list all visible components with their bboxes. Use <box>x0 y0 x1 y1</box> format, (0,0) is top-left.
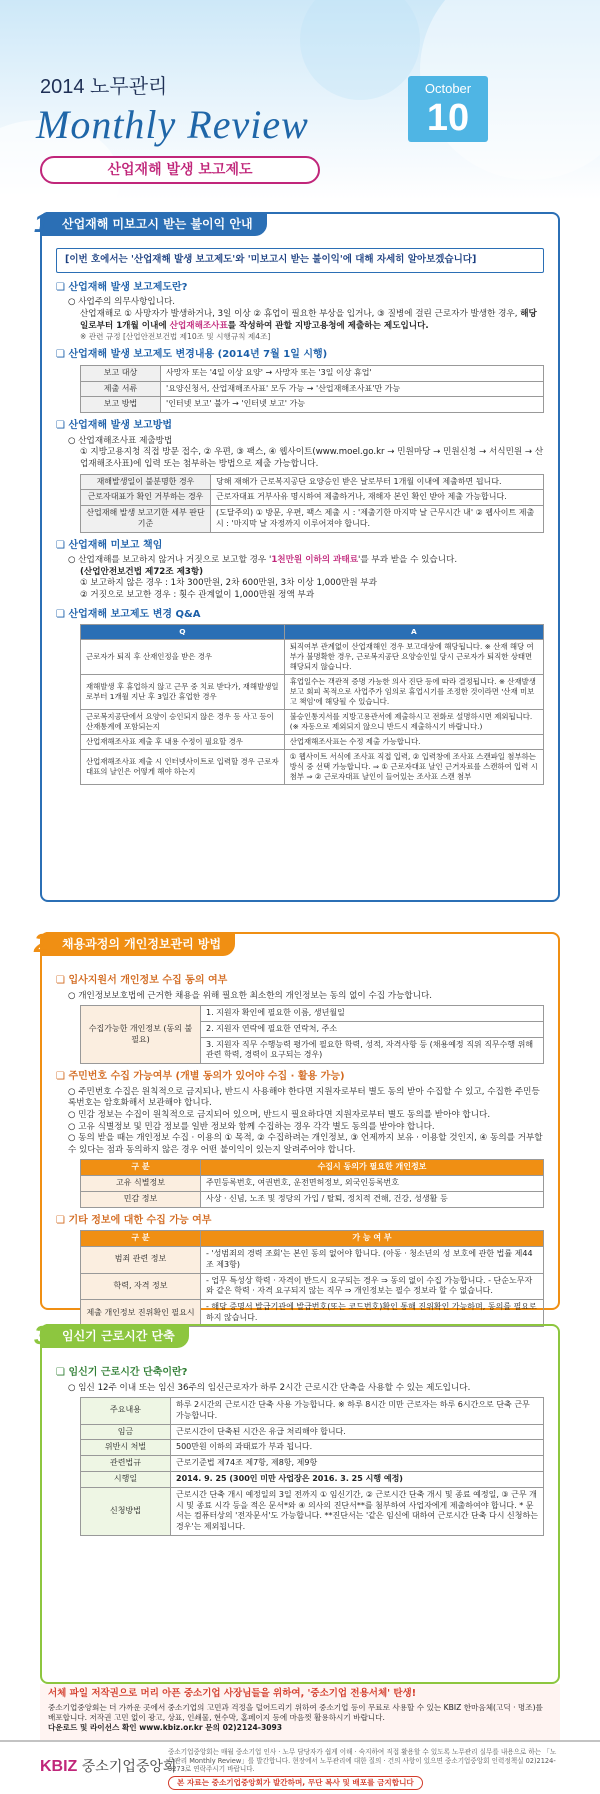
subheading: ❏ 입사지원서 개인정보 수집 동의 여부 <box>56 974 544 988</box>
table-header: 수집시 동의가 필요한 개인정보 <box>201 1160 544 1176</box>
table-cell: 재해발생 후 휴업하지 않고 근무 중 치료 받다가, 재해발생일로부터 1개월 지난 후 3일간 휴업한 경우 <box>81 675 285 710</box>
year-line: 2014 노무관리 <box>40 76 168 98</box>
section-2-frame <box>34 928 560 1323</box>
subheading: ❏ 주민번호 수집 가능여부 (개별 동의가 있어야 수집 · 활용 가능) <box>56 1070 544 1084</box>
notice-contact: 다운로드 및 라이선스 확인 www.kbiz.or.kr 문의 02)2124-3093 <box>48 1723 283 1733</box>
table-cell: 근로시간이 단축된 시간은 유급 처리해야 합니다. <box>171 1424 544 1440</box>
table-cell: (도달주의) ① 방문, 우편, 팩스 제출 시 : '제출기한 마지막 날 근무시간 내' ② 웹사이트 제출 시 : '마지막 날 자정까지 이루어져야 합니다. <box>211 506 544 533</box>
pregnancy-table-wrap <box>80 1397 544 1536</box>
table-cell: 범죄 관련 정보 <box>81 1247 201 1274</box>
table-header-row <box>81 1231 544 1247</box>
table-cell: 1. 지원자 확인에 필요한 이름, 생년월일 <box>201 1006 544 1022</box>
table-cell: 2. 지원자 연락에 필요한 연락처, 주소 <box>201 1021 544 1037</box>
section-3-title: 임신기 근로시간 단축 <box>62 1329 175 1343</box>
table-cell: 고유 식별정보 <box>81 1176 201 1192</box>
table-row <box>81 1440 544 1456</box>
newsletter-title: Monthly Review <box>36 102 309 147</box>
table-cell: 신청방법 <box>81 1487 171 1535</box>
table-cell: - 업무 특성상 학력 · 자격이 반드시 요구되는 경우 ⇒ 동의 없이 수집 가능합니다. - 단순노무자와 같은 학력 · 자격 요구되지 않는 직무 ⇒ 개인정보는 필수 정보라 할 수 없습니다. <box>201 1273 544 1300</box>
paragraph: ① 보고하지 않은 경우 : 1차 300만원, 2차 600만원, 3차 이상 1,000만원 부과 <box>80 578 377 589</box>
logo-text: 중소기업중앙회 <box>81 1758 177 1774</box>
table-cell: 산업재해조사표 제출 시 인터넷사이트로 입력할 경우 근로자대표의 날인은 어떻게 해야 하는지 <box>81 749 285 784</box>
section-1-frame <box>34 208 560 902</box>
table-cell: 휴업일수는 객관적 증명 가능한 의사 진단 등에 따라 결정됩니다. ※ 산재발생 보고 회피 목적으로 사업주가 임의로 휴업시기를 조정한 것이라면 '산재 미보고 책임'에 해당될 수 있습니다. <box>284 675 543 710</box>
kbiz-logo <box>40 1756 176 1778</box>
table-cell: 근로시간 단축 개시 예정일의 3일 전까지 ① 임신기간, ② 근로시간 단축 개시 및 종료 예정일, ③ 근무 개시 및 종료 시각 등을 적은 문서*와 ④ 의사의 진단서**를 첨부하여 사업자에게 제출하여야 합니다. * 문서는 컴퓨터상의 '전자문서'도 가능합니다. **진단서는 '같은 임신에 대하여 근로시간 단축 다시 신청하는 경우'는 제외됩니다. <box>171 1487 544 1535</box>
header-banner <box>0 0 600 200</box>
table-cell: 관련법규 <box>81 1456 171 1472</box>
notice-title: 서체 파일 저작권으로 머리 아픈 중소기업 사장님들을 위하여, '중소기업 전용서체' 탄생! <box>48 1688 417 1699</box>
section-2-title: 채용과정의 개인정보관리 방법 <box>62 937 222 951</box>
table-row <box>81 709 544 734</box>
table-row <box>81 1191 544 1207</box>
table-row <box>81 474 544 490</box>
method-table <box>80 474 544 533</box>
collect-table-wrap <box>80 1005 544 1064</box>
table-cell: 근로자대표가 확인 거부하는 경우 <box>81 490 211 506</box>
footer-text: 중소기업중앙회는 매월 중소기업 인사 · 노무 담당자가 쉽게 이해 · 숙지하여 직접 활용할 수 있도록 노무관리 실무를 내용으로 하는 「노무관리 Monthly Review」를 발간합니다. 현장에서 노무관리에 대한 질의 · 건의 사항이 있으면 중소기업중앙회 인력정책실 02)2124-3273로 연락주시기 바랍니다. <box>168 1748 557 1774</box>
logo-mark: KBIZ <box>40 1758 78 1775</box>
other-table-wrap <box>80 1230 544 1327</box>
table-cell: 퇴직여부 관계없이 산업재해인 경우 보고대상에 해당됩니다. ※ 산재 해당 여부가 불명확한 경우, 근로복지공단 요양승인일 당시 근로자가 퇴직한 상태면 해당되지 않습니다. <box>284 640 543 675</box>
table-cell: '인터넷 보고' 불가 → '인터넷 보고' 가능 <box>161 397 544 413</box>
section-1-number: 1 <box>34 208 49 238</box>
notice-body: 중소기업중앙회는 더 가까운 곳에서 중소기업의 고민과 걱정을 덜어드리기 위하여 중소기업 등이 무료로 사용할 수 있는 KBIZ 한마음체(고딕 · 명조)를 배포합니다. 저작권 고민 없이 광고, 상표, 인쇄물, 현수막, 홈페이지 등에 마음껏 활용하시기 바랍니다. <box>48 1702 543 1723</box>
table-cell: 사상 · 신념, 노조 및 정당의 가입 / 탈퇴, 정치적 견해, 건강, 성생활 등 <box>201 1191 544 1207</box>
table-row <box>81 734 544 749</box>
paragraph: ○ 민감 정보는 수집이 원칙적으로 금지되어 있으며, 반드시 필요하다면 지원자로부터 별도 동의를 받아야 합니다. <box>68 1109 491 1120</box>
note: ※ 관련 규정 [산업안전보건법 제10조 및 시행규칙 제4조] <box>80 332 271 342</box>
calendar-day: 10 <box>426 96 470 139</box>
a-header: A <box>284 625 543 640</box>
paragraph <box>56 555 544 567</box>
table-cell: 주민등록번호, 여권번호, 운전면허정보, 외국인등록번호 <box>201 1176 544 1192</box>
paragraph: ② 거짓으로 보고한 경우 : 횟수 관계없이 1,000만원 정액 부과 <box>80 589 315 600</box>
subheading: ❏ 산업재해 발생 보고제도 변경내용 (2014년 7월 1일 시행) <box>56 348 544 362</box>
table-row <box>81 397 544 413</box>
table-row <box>81 365 544 381</box>
table-cell: 시행일 <box>81 1472 171 1488</box>
table-cell: 근로자대표 거부사유 명시하여 제출하거나, 재해자 본인 확인 받아 제출 가능합니다. <box>211 490 544 506</box>
subheading: ❏ 산업재해 미보고 책임 <box>56 539 544 553</box>
table-row <box>81 749 544 784</box>
section-3-header <box>40 1324 189 1348</box>
other-table <box>80 1230 544 1327</box>
table-header-row <box>81 625 544 640</box>
qa-table-wrap <box>80 624 544 785</box>
table-cell: 주요내용 <box>81 1398 171 1425</box>
paragraph: ○ 주민번호 수집은 원칙적으로 금지되나, 반드시 사용해야 한다면 지원자로부터 별도 동의 받아 수집할 수 있고, 수집한 주민등록번호는 암호화해서 보관해야 합니다. <box>68 1086 540 1109</box>
table-row <box>81 1456 544 1472</box>
q-header: Q <box>81 625 285 640</box>
subheading: ❏ 산업재해 보고제도 변경 Q&A <box>56 608 544 622</box>
bold-text: 를 작성하여 관할 지방고용청에 제출하는 제도입니다. <box>227 320 429 331</box>
table-cell: 2014. 9. 25 (300인 미만 사업장은 2016. 3. 25 시행 예정) <box>171 1472 544 1488</box>
section-3-frame <box>34 1320 560 1684</box>
table-cell: 하루 2시간의 근로시간 단축 사용 가능합니다. ※ 하루 8시간 미만 근로자는 하루 6시간으로 단축 근무 가능합니다. <box>171 1398 544 1425</box>
text: '를 부과 받을 수 있습니다. <box>358 555 458 566</box>
table-cell: 산업재해 발생 보고기한 세부 판단기준 <box>81 506 211 533</box>
section-3-number: 3 <box>34 1320 49 1350</box>
table-cell: 학력, 자격 정보 <box>81 1273 201 1300</box>
calendar-month: October <box>424 81 472 96</box>
subheading: ❏ 임신기 근로시간 단축이란? <box>56 1366 544 1380</box>
table-row <box>81 1300 544 1327</box>
table-cell: 산업재해조사표는 수정 제출 가능합니다. <box>284 734 543 749</box>
paragraph: ○ 고유 식별정보 및 민감 정보를 일반 정보와 함께 수집하는 경우 각각 별도 동의를 받아야 합니다. <box>68 1121 435 1132</box>
table-cell: 500만원 이하의 과태료가 부과 됩니다. <box>171 1440 544 1456</box>
table-cell: 근로복지공단에서 요양이 승인되지 않은 경우 등 사고 등이 산재통계에 포함되는지 <box>81 709 285 734</box>
change-table-wrap <box>80 365 544 413</box>
table-row <box>81 490 544 506</box>
consent-table-wrap <box>80 1159 544 1207</box>
table-row <box>81 1176 544 1192</box>
bold-text: 해당일로부터 1개월 이내에 <box>80 308 537 331</box>
table-cell: - '성범죄의 경력 조회'는 본인 동의 없어야 합니다. (아동 · 청소년의 성 보호에 관한 법률 제44조 제3항) <box>201 1247 544 1274</box>
table-cell: 근로기준법 제74조 제7항, 제8항, 제9항 <box>171 1456 544 1472</box>
table-cell: 3. 지원자 직무 수행능력 평가에 필요한 학력, 성적, 자격사항 등 (채용예정 직위 직무수행 위해 관련 학력, 경력이 요구되는 경우) <box>201 1037 544 1064</box>
paragraph: ○ 사업주의 의무사항입니다. <box>68 297 176 308</box>
paragraph: ○ 동의 받을 때는 개인정보 수집 · 이용의 ① 목적, ② 수집하려는 개인정보, ③ 언제까지 보유 · 이용할 것인지, ④ 동의를 거부할 수 있다는 점과 동의하지 않은 경우 어떤 불이익이 있는지 알려주어야 합니다. <box>68 1133 543 1155</box>
table-row <box>81 1273 544 1300</box>
table-row <box>81 1398 544 1425</box>
table-cell: 재해발생일이 불분명한 경우 <box>81 474 211 490</box>
highlight-text: 산업재해조사표 <box>166 320 228 331</box>
paragraph: ○ 개인정보보호법에 근거한 채용을 위해 필요한 최소한의 개인정보는 동의 없이 수집 가능합니다. <box>68 990 433 1001</box>
table-row <box>81 640 544 675</box>
pregnancy-table <box>80 1397 544 1536</box>
table-cell: 근로자가 퇴직 후 산재인정을 받은 경우 <box>81 640 285 675</box>
section-1-title: 산업재해 미보고시 받는 불이익 안내 <box>62 217 253 231</box>
section-3-body <box>56 1360 544 1539</box>
section-2-number: 2 <box>34 928 49 958</box>
calendar-badge <box>408 76 488 142</box>
table-cell: 민감 정보 <box>81 1191 201 1207</box>
method-table-wrap <box>80 474 544 533</box>
paragraph: (산업안전보건법 제72조 제3항) <box>80 566 204 577</box>
table-row <box>81 1006 544 1022</box>
table-header: 가 능 여 부 <box>201 1231 544 1247</box>
consent-table <box>80 1159 544 1207</box>
subheading: ❏ 산업재해 발생 보고제도란? <box>56 281 544 295</box>
table-cell: ① 웹사이트 서식에 조사표 직접 입력, ② 입력창에 조사표 스캔파일 첨부하는 방식 중 선택 가능합니다. ⇒ ① 근로자대표 날인 근거자료를 스캔하여 입력 시 첨부 ⇒ ② 근로자대표 날인이 들어있는 조사표 스캔 첨부 <box>284 749 543 784</box>
change-table <box>80 365 544 413</box>
table-cell: '요양신청서, 산업재해조사표' 모두 가능 → '산업재해조사표'만 가능 <box>161 381 544 397</box>
table-cell: 산업재해조사표 제출 후 내용 수정이 필요할 경우 <box>81 734 285 749</box>
table-row <box>81 1472 544 1488</box>
table-cell: 보고 대상 <box>81 365 161 381</box>
table-row <box>81 675 544 710</box>
table-cell: - 해당 증명서 발급기관에 발급번호(또는 코드번호)확인 통해 진위확인 가능하며, 동의를 필요로 하지 않습니다. <box>201 1300 544 1327</box>
table-row <box>81 1487 544 1535</box>
table-cell: 위반시 처벌 <box>81 1440 171 1456</box>
section-1-header <box>40 212 267 236</box>
footer <box>0 1740 600 1794</box>
qa-table <box>80 624 544 785</box>
section-1-intro: [이번 호에서는 '산업재해 발생 보고제도'와 '미보고시 받는 불이익'에 대해 자세히 알아보겠습니다] <box>56 248 544 273</box>
table-cell: 사망자 또는 '4일 이상 요양' → 사망자 또는 '3일 이상 휴업' <box>161 365 544 381</box>
topic-pill: 산업재해 발생 보고제도 <box>40 156 320 184</box>
copy-warning: 본 자료는 중소기업중앙회가 발간하며, 무단 복사 및 배포를 금지합니다 <box>168 1776 423 1790</box>
decor-circle <box>300 0 420 100</box>
table-header-row <box>81 1160 544 1176</box>
table-row <box>81 1247 544 1274</box>
table-cell: 당해 재해가 근로복지공단 요양승인 받은 날로부터 1개월 이내에 제출하면 됩니다. <box>211 474 544 490</box>
collect-table <box>80 1005 544 1064</box>
table-cell: 임금 <box>81 1424 171 1440</box>
section-1-body <box>56 248 544 788</box>
subheading: ❏ 산업재해 발생 보고방법 <box>56 419 544 433</box>
table-row <box>81 506 544 533</box>
table-cell: 보고 방법 <box>81 397 161 413</box>
footer-text-block <box>168 1748 560 1790</box>
highlight-text: 1천만원 이하의 과태료 <box>271 555 359 566</box>
text: ○ 산업재해를 보고하지 않거나 거짓으로 보고할 경우 ' <box>68 555 272 566</box>
table-cell: 제출 서류 <box>81 381 161 397</box>
table-header: 구 분 <box>81 1160 201 1176</box>
table-row <box>81 381 544 397</box>
paragraph: ① 지방고용지청 직접 방문 접수, ② 우편, ③ 팩스, ④ 웹사이트(www.moel.go.kr → 민원마당 → 민원신청 → 서식민원 → 산업재해조사표)에 입력 또는 첨부하는 방법으로 제출 가능합니다. <box>80 447 544 469</box>
paragraph <box>56 309 544 332</box>
section-2-body <box>56 968 544 1330</box>
font-notice <box>40 1684 560 1740</box>
table-header: 구 분 <box>81 1231 201 1247</box>
paragraph: ○ 산업재해조사표 제출방법 <box>68 435 173 446</box>
table-row <box>81 1424 544 1440</box>
table-cell: 불승인통지서를 지방고용관서에 제출하시고 전화로 설명하시면 제외됩니다. (※ 자동으로 제외되지 않으니 반드시 제출하시기 바랍니다.) <box>284 709 543 734</box>
section-2-header <box>40 932 235 956</box>
table-cell: 제출 개인정보 진위확인 필요시 <box>81 1300 201 1327</box>
text: 산업재해로 ① 사망자가 발생하거나, 3일 이상 ② 휴업이 필요한 부상을 입거나, ③ 질병에 걸린 근로자가 발생한 경우, <box>80 308 521 319</box>
subheading: ❏ 기타 정보에 대한 수집 가능 여부 <box>56 1214 544 1228</box>
paragraph: ○ 임신 12주 이내 또는 임신 36주의 임신근로자가 하루 2시간 근로시간 단축을 사용할 수 있는 제도입니다. <box>68 1382 471 1393</box>
table-cell: 수집가능한 개인정보 (동의 불필요) <box>81 1006 201 1064</box>
